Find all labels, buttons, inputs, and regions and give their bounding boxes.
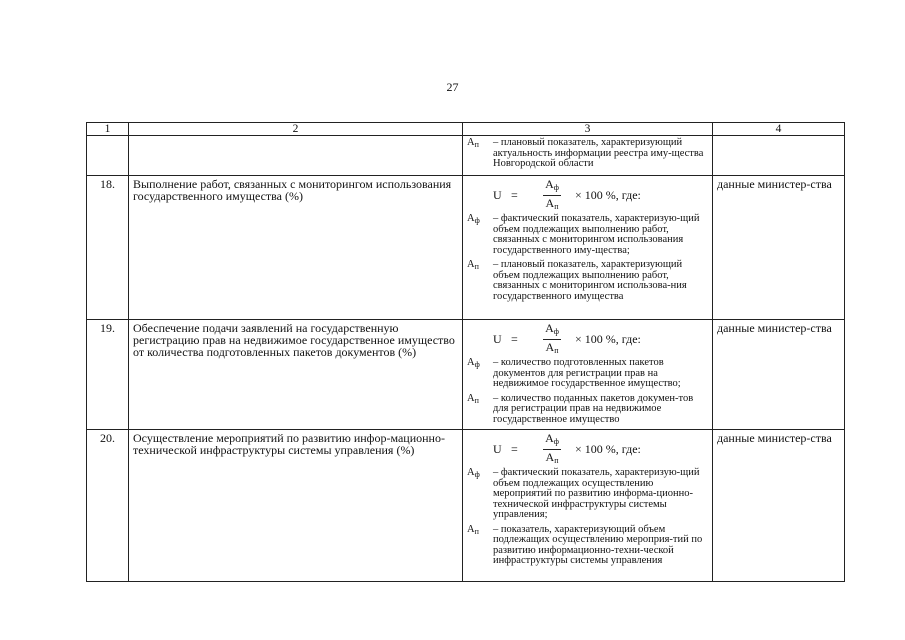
continuation-row: [87, 136, 845, 176]
header-col-3: 3: [463, 123, 713, 136]
header-row: [87, 123, 845, 136]
definition-symbol: $А_п$: [467, 259, 479, 271]
fraction: $\frac{А_ф}{А_п}$: [545, 430, 559, 465]
definition-symbol: $А_п$: [467, 137, 479, 149]
formula: U = $\frac{А_ф}{А_п}$ × 100 %, где:: [467, 432, 708, 466]
definition-symbol: $А_ф$: [467, 213, 480, 225]
formula: U = $\frac{А_ф}{А_п}$ × 100 %, где:: [467, 322, 708, 356]
indicator-name: Осуществление мероприятий по развитию инфор-мационно-технической инфраструктуры системы управления (%): [129, 430, 463, 582]
definition-text: – плановый показатель, характеризующий объем подлежащих выполнению работ, связанных с мониторингом использова-ния государственного имущества: [493, 259, 687, 302]
definition-text: – количество подготовленных пакетов документов для регистрации прав на недвижимое государственное имущество;: [493, 357, 681, 389]
empty-cell: [129, 136, 463, 176]
definition-text: – плановый показатель, характеризующий актуальность информации реестра иму-щества Новгородской области: [493, 137, 704, 169]
page-number: 27: [446, 80, 459, 94]
definition-symbol: $А_п$: [467, 523, 479, 536]
header-col-1: 1: [87, 123, 129, 136]
formula-cell: [463, 430, 713, 582]
data-source: данные министер-ства: [713, 176, 845, 320]
table-row: [87, 176, 845, 320]
header-col-4: 4: [713, 123, 845, 136]
definition-text: – показатель, характеризующий объем подлежащих осуществлению мероприя-тий по развитию информационно-техни-ческой инфраструктуры системы управления: [493, 523, 703, 566]
fraction: $\frac{А_ф}{А_п}$: [545, 176, 559, 211]
data-source: данные министер-ства: [713, 430, 845, 582]
row-number: 18.: [87, 176, 129, 320]
row-number: 20.: [87, 430, 129, 582]
data-source: данные министер-ства: [713, 320, 845, 430]
formula-cell: [463, 320, 713, 430]
formula-cell: [463, 176, 713, 320]
header-col-2: 2: [129, 123, 463, 136]
empty-cell: [87, 136, 129, 176]
definition-text: – фактический показатель, характеризую-щий объем подлежащих выполнению работ, связанных с мониторингом использования государственного иму-щества;: [493, 213, 700, 256]
indicators-table: [86, 122, 845, 582]
empty-cell: [713, 136, 845, 176]
formula: U = $\frac{А_ф}{А_п}$ × 100 %, где:: [467, 178, 708, 212]
definition-symbol: $А_ф$: [467, 467, 480, 479]
indicator-name: Обеспечение подачи заявлений на государственную регистрацию прав на недвижимое государственное имущество от количества подготовленных пакетов документов (%): [129, 320, 463, 430]
table-row: [87, 430, 845, 582]
row-number: 19.: [87, 320, 129, 430]
definition-symbol: $А_ф$: [467, 357, 480, 369]
fraction: $\frac{А_ф}{А_п}$: [545, 320, 559, 355]
definition-text: – количество поданных пакетов докумен-тов для регистрации прав на недвижимое государственное имущество: [493, 392, 694, 425]
table-row: [87, 320, 845, 430]
definition-symbol: $А_п$: [467, 392, 479, 405]
definition-text: – фактический показатель, характеризую-щий объем подлежащих осуществлению мероприятий по развитию информа-ционно-технической инфраструктуры системы управления;: [493, 467, 700, 520]
indicator-name: Выполнение работ, связанных с мониторингом использования государственного имущества (%): [129, 176, 463, 320]
continuation-definition: [463, 136, 713, 176]
